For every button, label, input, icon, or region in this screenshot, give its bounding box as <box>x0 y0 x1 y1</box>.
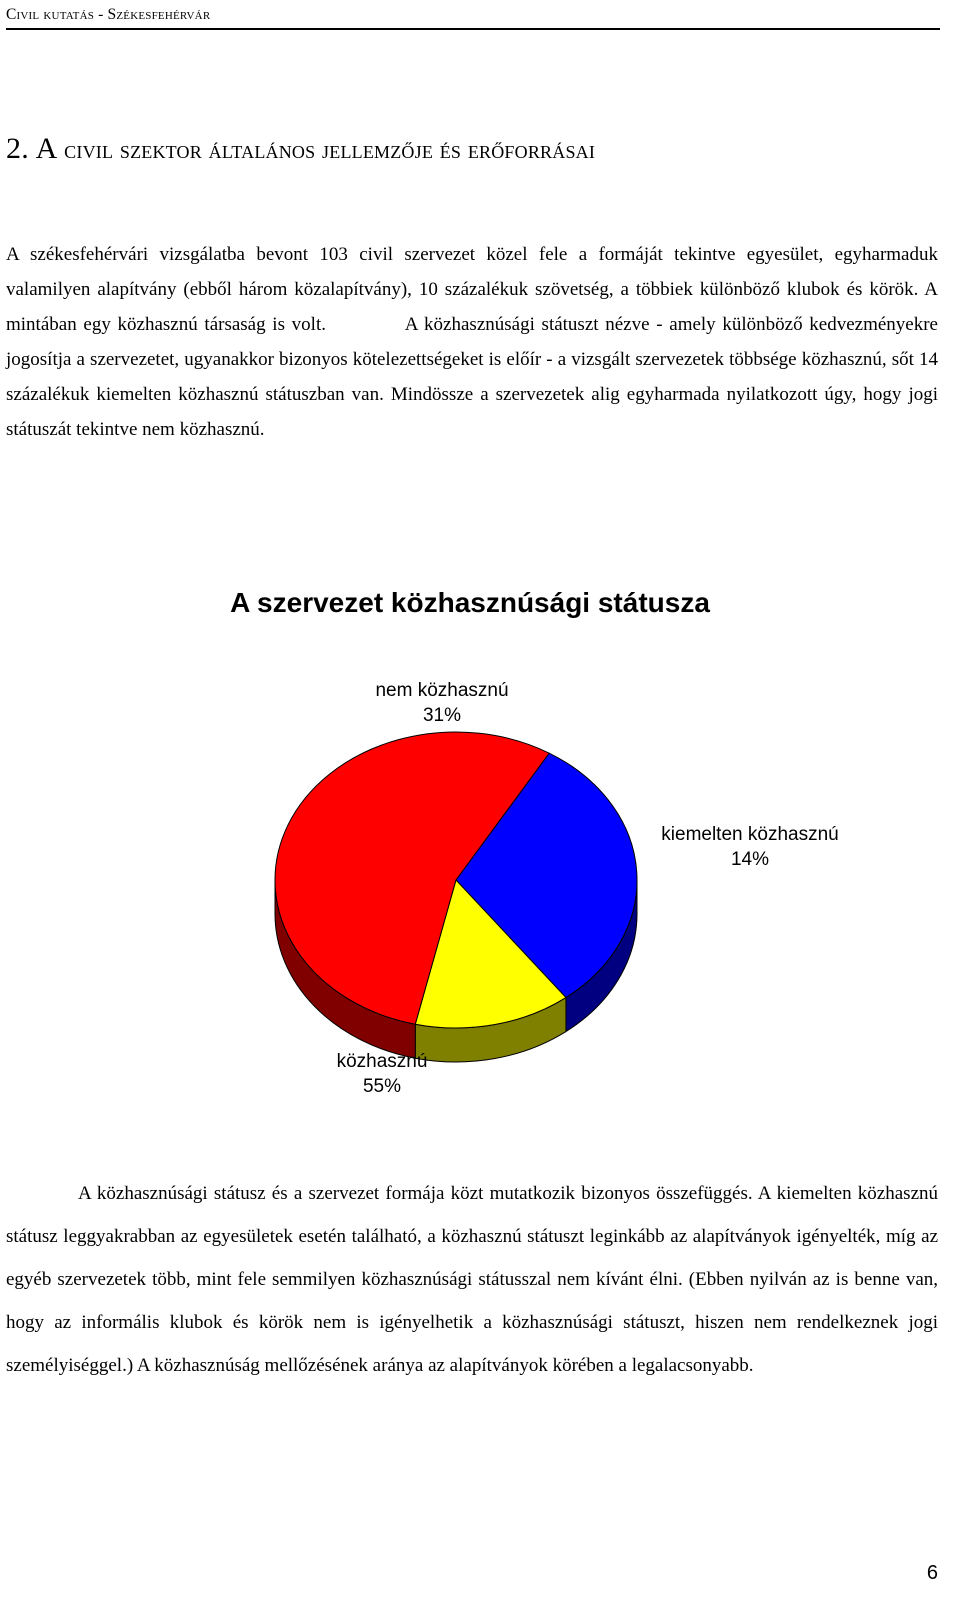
status-sentences: A közhasznúsági státuszt nézve - amely különböző kedvezményekre jogosítja a szervezetet, ugyanakkor bizonyos kötelezettségeket is előír - a vizsgált szervezetek többsége közhasznú, sőt 14 százalékuk kiemelten közhasznú státuszban van. Mindössze a szervezetek alig egyharmada nyilatkozott úgy, hogy jogi státuszát tekintve nem közhasznú. <box>6 314 938 440</box>
relationship-paragraph: A közhasznúsági státusz és a szervezet formája közt mutatkozik bizonyos összefüggés. A kiemelten közhasznú státusz leggyakrabban az egyesületek esetén található, a közhasznú státuszt leginkább az alapítványok igényelték, míg az egyéb szervezetek több, mint fele semmilyen közhasznúsági státusszal nem kívánt élni. (Ebben nyilván az is benne van, hogy az informális klubok és körök nem is igényelhetik a közhasznúsági státuszt, hiszen nem rendelkeznek jogi személyiséggel.) A közhasznúság mellőzésének aránya az alapítványok körében a legalacsonyabb. <box>6 1183 938 1376</box>
pie-top-group <box>275 732 637 1028</box>
chart-title: A szervezet közhasznúsági státusza <box>230 587 710 618</box>
slice-label-name: nem közhasznú <box>375 680 509 701</box>
slice-label-name: közhasznú <box>336 1051 428 1072</box>
chapter-title-rest: civil szektor általános jellemzője és erőforrásai <box>57 135 596 164</box>
intro-sentences: A székesfehérvári vizsgálatba bevont 103 civil szervezet közel fele a formáját tekintve egyesület, egyharmaduk valamilyen alapítvány (ebből három közalapítvány), 10 százalékuk szövetség, a többiek különböző klubok és körök. A mintában egy közhasznú társaság is volt. <box>6 244 938 335</box>
intro-paragraph <box>6 237 938 447</box>
chapter-number: 2. <box>6 132 29 165</box>
page-number: 6 <box>926 1562 938 1584</box>
slice-label-name: kiemelten közhasznú <box>661 824 839 845</box>
running-header: Civil kutatás - Székesfehérvár <box>6 6 940 30</box>
chapter-heading <box>6 132 946 166</box>
slice-label-value: 31% <box>422 705 462 726</box>
slice-label-kiemelten-kozhasznu <box>640 822 860 872</box>
slice-label-nem-kozhasznu <box>342 678 542 728</box>
slice-label-value: 55% <box>362 1076 402 1097</box>
slice-label-value: 14% <box>730 849 770 870</box>
chapter-title-initial: A <box>35 132 58 165</box>
slice-label-kozhasznu <box>307 1049 457 1099</box>
